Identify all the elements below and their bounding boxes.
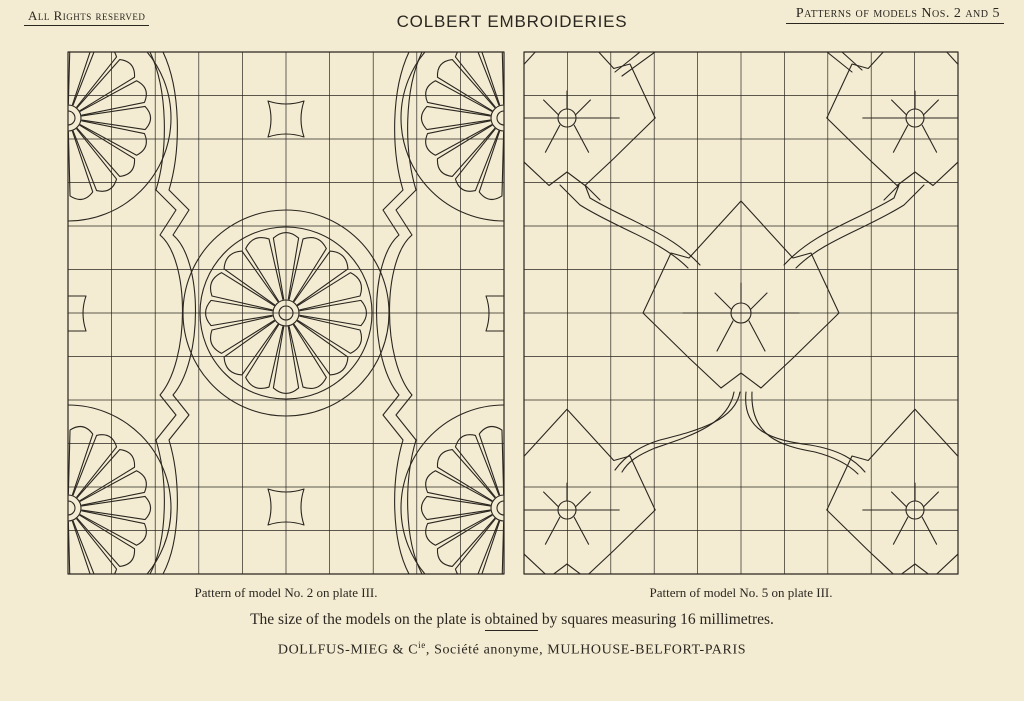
pattern-reference: Patterns of models Nos. 2 and 5: [786, 6, 1004, 24]
caption-model-5: Pattern of model No. 5 on plate III.: [649, 585, 833, 600]
pattern-panel-model-2: [0, 15, 607, 611]
manufacturer-line: DOLLFUS-MIEG & $C^{ie}$, Société anonyme, MULHOUSE-BELFORT-PARIS: [277, 640, 747, 658]
leaf-star-motif: [479, 17, 655, 185]
leaf-star-motif: [479, 409, 655, 577]
corner-rosette: [0, 15, 171, 221]
caption-model-2: Pattern of model No. 2 on plate III.: [194, 585, 378, 600]
page-title: COLBERT EMBROIDERIES: [396, 12, 628, 31]
size-note: The size of the models on the plate is obtained by squares measuring 16 millimetres.: [0, 611, 1024, 629]
pattern-panel-model-5: [479, 17, 1003, 577]
leaf-star-motif: [827, 409, 1003, 577]
corner-rosette: [0, 405, 171, 611]
leaf-star-motif: [827, 17, 1003, 185]
grid-left: [68, 52, 504, 574]
rights-notice: All Rights reserved: [24, 8, 149, 26]
underlined-word: obtained: [485, 611, 538, 631]
